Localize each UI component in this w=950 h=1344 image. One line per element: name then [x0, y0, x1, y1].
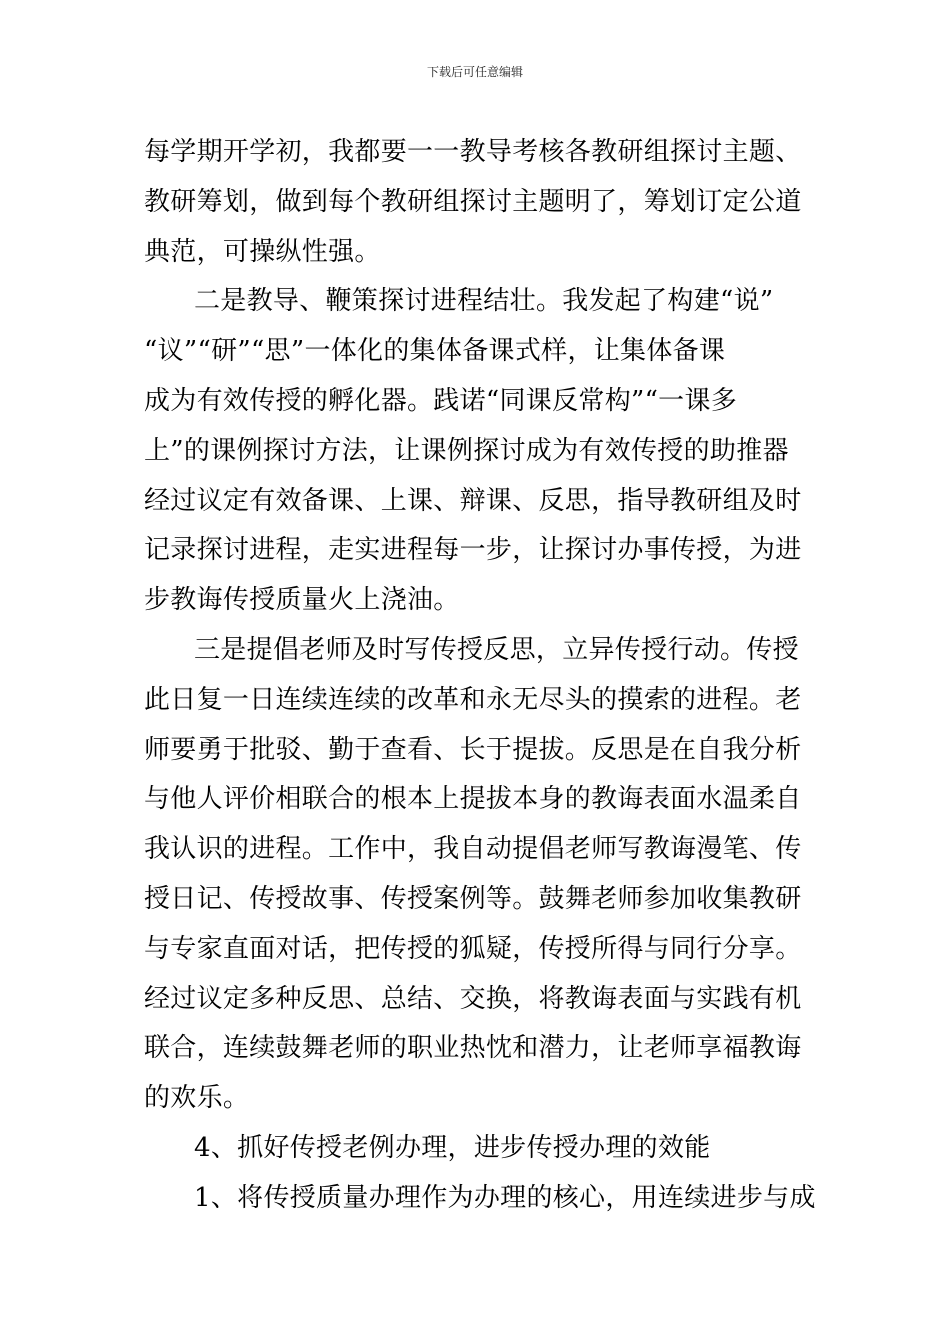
text-line: 步教诲传授质量火上浇油。 [144, 585, 460, 616]
text-line: 二是教导、鞭策探讨进程结壮。我发起了构建“说” [194, 286, 774, 317]
text-line: 我认识的进程。工作中，我自动提倡老师写教诲漫笔、传 [144, 834, 802, 865]
text-line: 上”的课例探讨方法，让课例探讨成为有效传授的助推器 [144, 435, 789, 466]
text-line: 典范，可操纵性强。 [144, 236, 381, 267]
text-line: 经过议定有效备课、上课、辩课、反思，指导教研组及时 [144, 485, 802, 516]
document-body [144, 128, 816, 1224]
text-line: “议”“研”“思”一体化的集体备课式样，让集体备课 [144, 336, 726, 367]
text-line: 师要勇于批驳、勤于查看、长于提拔。反思是在自我分析 [144, 734, 802, 765]
text-line: 授日记、传授故事、传授案例等。鼓舞老师参加收集教研 [144, 883, 802, 914]
text-line: 与专家直面对话，把传授的狐疑，传授所得与同行分享。 [144, 933, 802, 964]
text-line: 联合，连续鼓舞老师的职业热忱和潜力，让老师享福教诲 [144, 1033, 802, 1064]
text-line: 的欢乐。 [144, 1083, 250, 1114]
text-line: 1、将传授质量办理作为办理的核心，用连续进步与成 [194, 1182, 816, 1213]
text-line: 4、抓好传授老例办理，进步传授办理的效能 [194, 1132, 711, 1163]
text-line: 成为有效传授的孵化器。践诺“同课反常构”“一课多 [144, 385, 738, 416]
page-header: 下载后可任意编辑 [426, 65, 523, 79]
text-line: 此日复一日连续连续的改革和永无尽头的摸索的进程。老 [144, 684, 802, 715]
text-line: 经过议定多种反思、总结、交换，将教诲表面与实践有机 [144, 983, 802, 1014]
text-line: 教研筹划，做到每个教研组探讨主题明了，筹划订定公道 [144, 186, 802, 217]
text-line: 记录探讨进程，走实进程每一步，让探讨办事传授，为进 [144, 535, 802, 566]
text-line: 与他人评价相联合的根本上提拔本身的教诲表面水温柔自 [144, 784, 802, 815]
text-line: 三是提倡老师及时写传授反思，立异传授行动。传授 [194, 634, 799, 665]
text-line: 每学期开学初，我都要一一教导考核各教研组探讨主题、 [144, 137, 802, 167]
